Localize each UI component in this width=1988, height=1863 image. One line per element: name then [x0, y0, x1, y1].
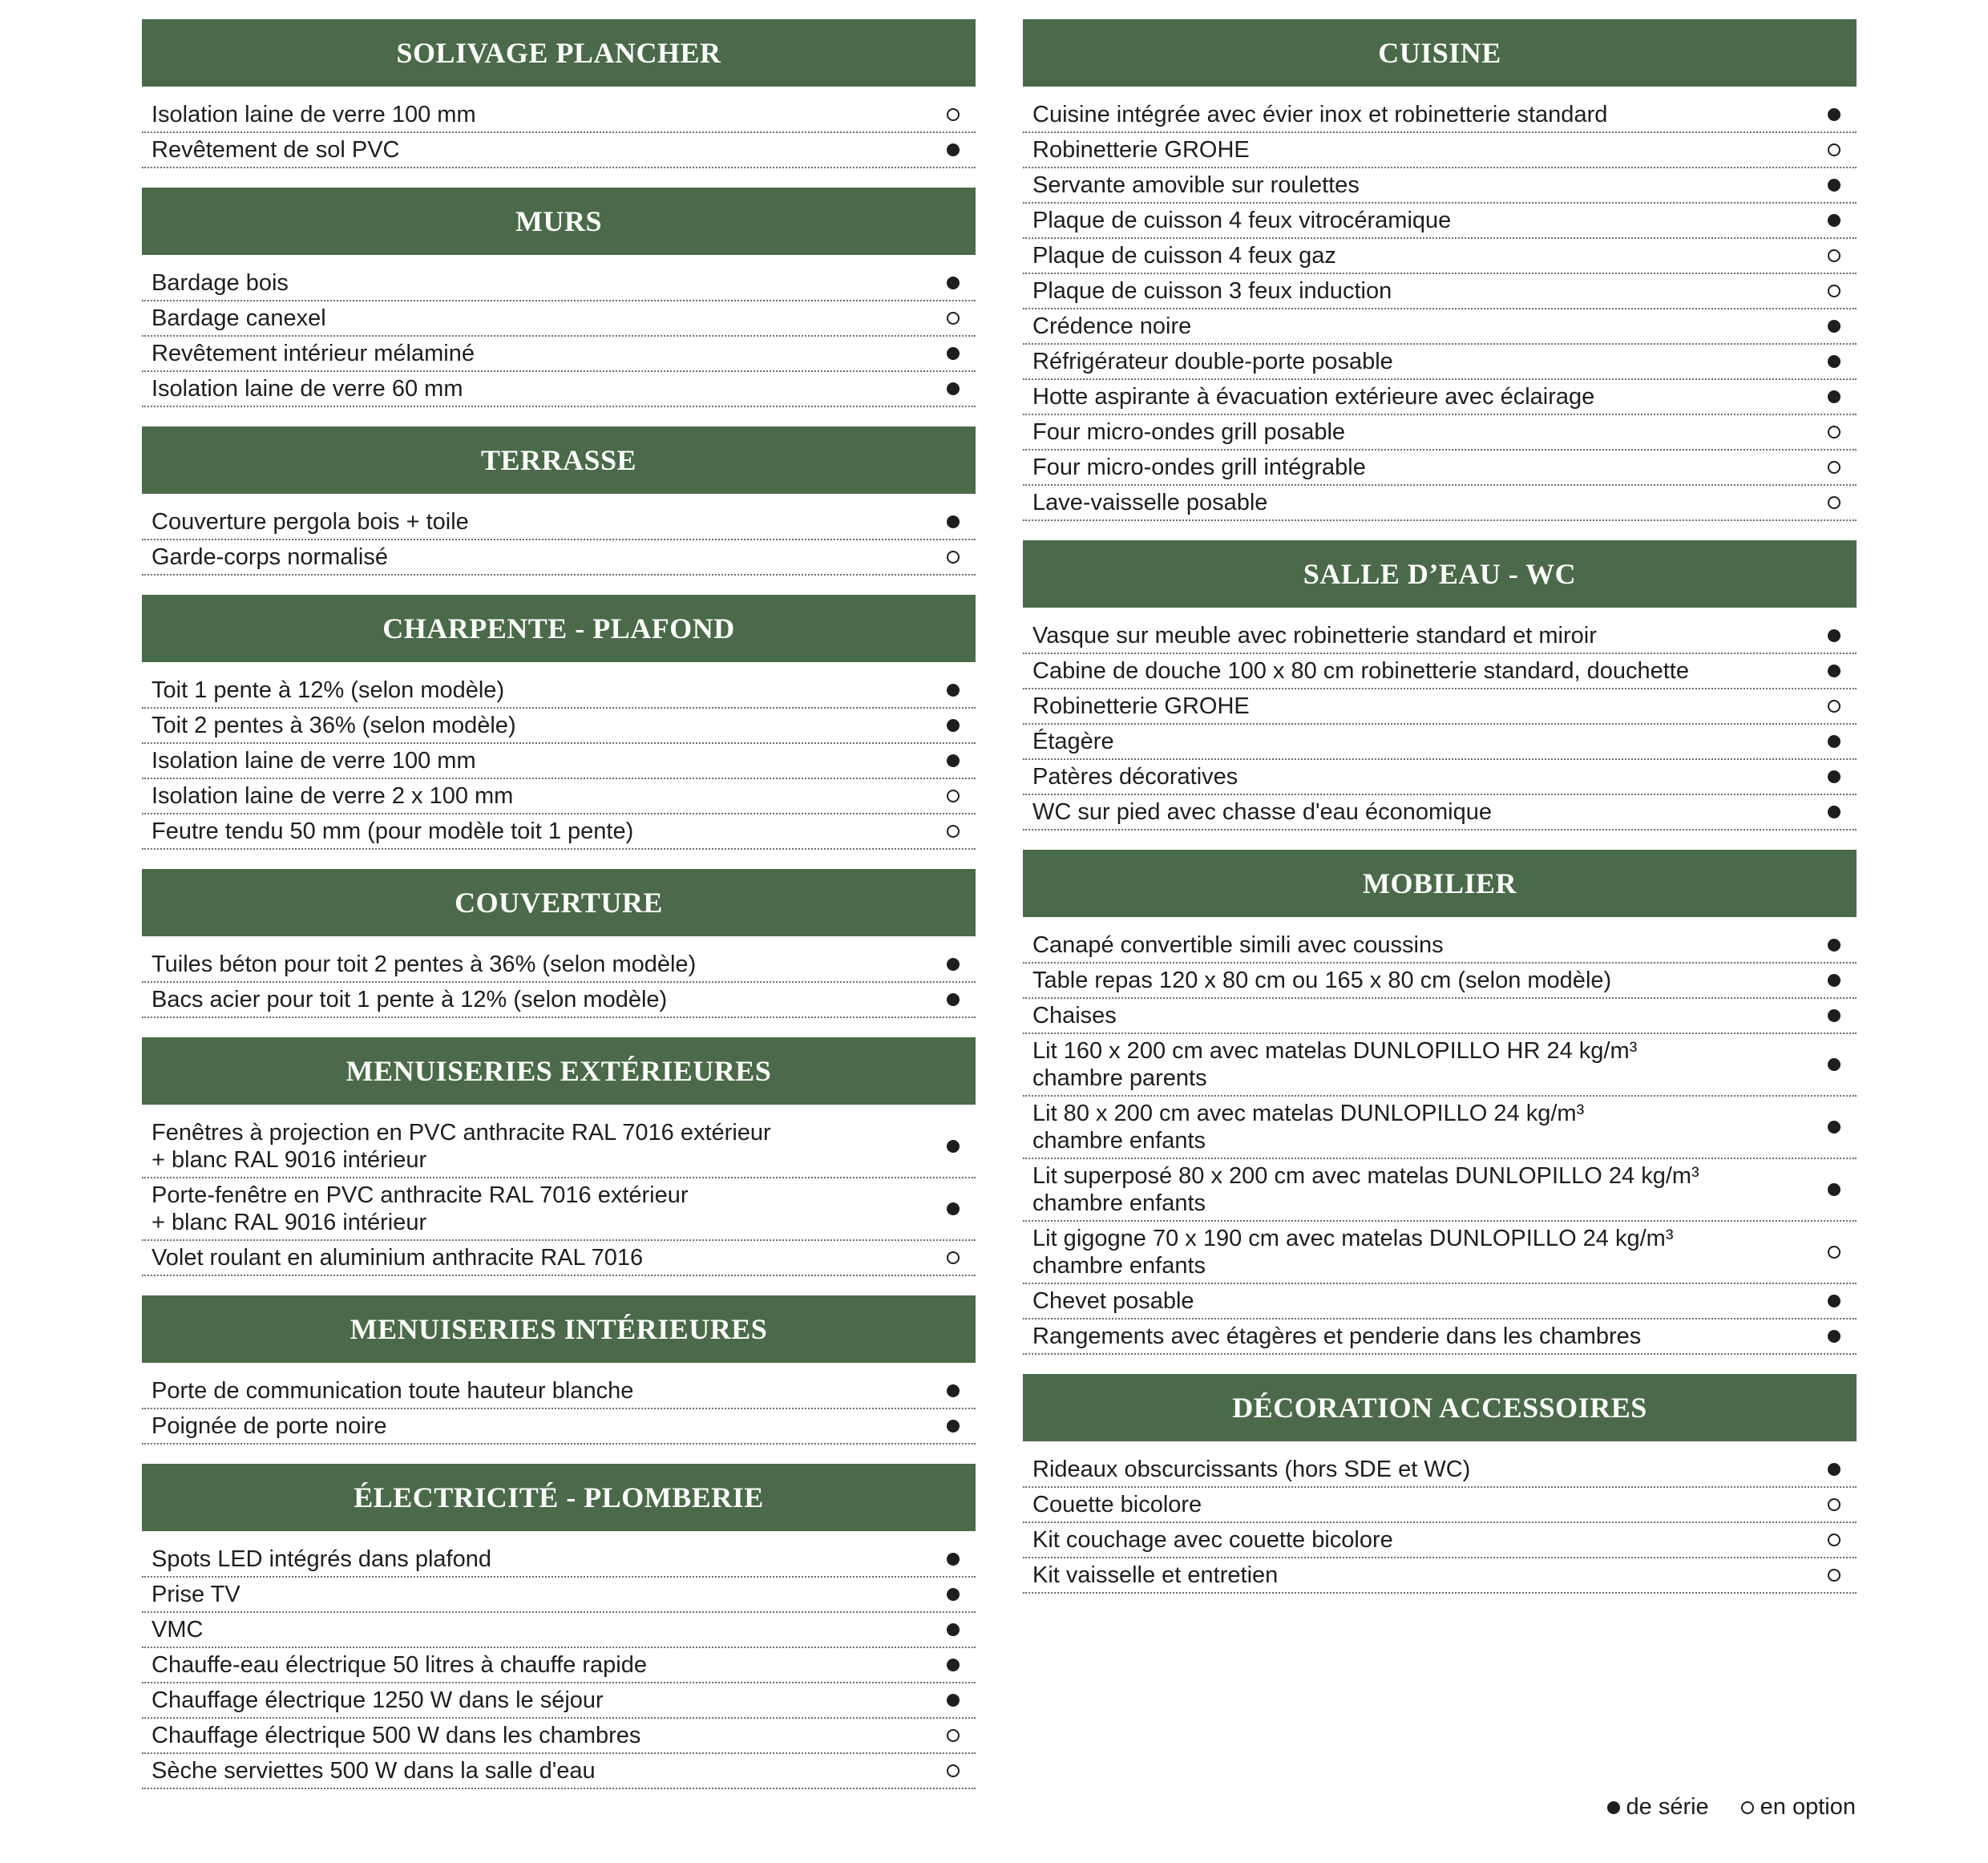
filled-dot-icon	[947, 277, 960, 289]
filled-dot-icon	[1828, 214, 1841, 227]
item-label: Garde-corps normalisé	[152, 544, 388, 570]
section-solivage-plancher	[142, 19, 976, 168]
item-text	[152, 1651, 647, 1679]
list-item	[1023, 98, 1857, 133]
item-text	[152, 1377, 633, 1404]
item-label: Cabine de douche 100 x 80 cm robinetterie standard, douchette	[1032, 658, 1689, 684]
list-item	[142, 372, 976, 407]
item-label: Prise TV	[152, 1582, 240, 1607]
list-item	[1023, 380, 1857, 415]
filled-dot-icon	[1828, 665, 1841, 677]
list-item	[142, 779, 976, 814]
filled-dot-icon	[1828, 939, 1841, 952]
legend-option-label: en option	[1760, 1794, 1856, 1820]
item-text	[152, 747, 476, 774]
list-item	[142, 1683, 976, 1719]
item-label: Bardage bois	[152, 270, 289, 296]
item-label-line2: + blanc RAL 9016 intérieur	[152, 1147, 427, 1173]
filled-dot-icon	[1828, 1295, 1841, 1307]
list-item	[1023, 345, 1857, 380]
item-text	[1032, 101, 1607, 128]
item-label: Patères décoratives	[1032, 764, 1238, 790]
section-terrasse	[142, 426, 976, 576]
list-item	[1023, 133, 1857, 168]
item-label: Fenêtres à projection en PVC anthracite RAL 7016 extérieur	[152, 1120, 771, 1146]
filled-dot-icon	[947, 958, 960, 971]
item-label: Isolation laine de verre 60 mm	[152, 376, 463, 402]
legend-standard-label: de série	[1626, 1794, 1709, 1820]
item-label: Couette bicolore	[1032, 1492, 1202, 1517]
item-text	[152, 340, 475, 367]
item-text	[1032, 418, 1345, 446]
item-text	[1032, 1037, 1637, 1092]
item-list	[142, 1542, 976, 1789]
item-list	[1023, 98, 1857, 521]
hollow-dot-icon	[1828, 1246, 1841, 1259]
section-header: CUISINE	[1023, 19, 1857, 87]
item-text	[152, 1722, 640, 1749]
item-text	[1032, 1100, 1584, 1154]
item-text	[1032, 242, 1336, 269]
list-item	[142, 1719, 976, 1754]
item-text	[1032, 1287, 1194, 1315]
hollow-dot-icon	[947, 312, 960, 325]
item-label: Kit couchage avec couette bicolore	[1032, 1527, 1393, 1553]
section-electricite-plomberie	[142, 1464, 976, 1789]
item-text	[152, 305, 326, 332]
section-couverture	[142, 869, 976, 1018]
filled-dot-icon	[947, 1588, 960, 1601]
item-label: Plaque de cuisson 3 feux induction	[1032, 278, 1392, 304]
list-item	[142, 948, 976, 983]
section-charpente-plafond	[142, 595, 976, 850]
list-item	[142, 1116, 976, 1178]
item-text	[1032, 657, 1689, 685]
list-item	[1023, 486, 1857, 521]
hollow-dot-icon	[1828, 1498, 1841, 1511]
filled-dot-icon	[1828, 806, 1841, 818]
hollow-dot-icon	[947, 1729, 960, 1742]
item-list	[142, 948, 976, 1018]
list-item	[142, 1409, 976, 1445]
item-list	[142, 1116, 976, 1276]
item-label: Crédence noire	[1032, 313, 1192, 339]
item-text	[152, 1119, 771, 1174]
item-text	[152, 269, 289, 297]
hollow-dot-icon	[1741, 1801, 1754, 1814]
item-label: Lit 160 x 200 cm avec matelas DUNLOPILLO HR 24 kg/m³	[1032, 1038, 1638, 1064]
item-label: Chauffage électrique 500 W dans les chambres	[152, 1723, 641, 1748]
filled-dot-icon	[947, 1659, 960, 1671]
item-label: Bardage canexel	[152, 305, 326, 331]
item-label: Lit superposé 80 x 200 cm avec matelas DUNLOPILLO 24 kg/m³	[1032, 1163, 1699, 1189]
hollow-dot-icon	[1828, 1534, 1841, 1546]
list-item	[1023, 1488, 1857, 1523]
right-column	[1023, 19, 1857, 1613]
item-text	[1032, 348, 1393, 375]
item-label: Poignée de porte noire	[152, 1413, 387, 1439]
section-header: TERRASSE	[142, 426, 976, 494]
list-item	[142, 1542, 976, 1578]
item-text	[152, 136, 399, 164]
list-item	[142, 266, 976, 301]
item-text	[1032, 1491, 1202, 1518]
section-murs	[142, 188, 976, 407]
filled-dot-icon	[1828, 1330, 1841, 1343]
item-text	[152, 1616, 203, 1643]
left-column	[142, 19, 976, 1808]
filled-dot-icon	[947, 1420, 960, 1433]
section-header: DÉCORATION ACCESSOIRES	[1023, 1374, 1857, 1441]
item-text	[1032, 967, 1611, 994]
item-label: Sèche serviettes 500 W dans la salle d'eau	[152, 1758, 596, 1784]
section-header: MENUISERIES INTÉRIEURES	[142, 1295, 976, 1363]
item-text	[1032, 313, 1191, 340]
section-header: MENUISERIES EXTÉRIEURES	[142, 1037, 976, 1105]
item-label-line2: + blanc RAL 9016 intérieur	[152, 1210, 427, 1235]
item-label: Chauffe-eau électrique 50 litres à chauffe rapide	[152, 1652, 648, 1678]
hollow-dot-icon	[1828, 426, 1841, 438]
section-header: ÉLECTRICITÉ - PLOMBERIE	[142, 1464, 976, 1531]
item-text	[152, 1546, 491, 1573]
item-label: Spots LED intégrés dans plafond	[152, 1546, 491, 1572]
item-label: Porte de communication toute hauteur blanche	[152, 1378, 634, 1404]
list-item	[1023, 204, 1857, 239]
item-text	[152, 986, 667, 1013]
section-menuiseries-exterieures	[142, 1037, 976, 1276]
item-text	[152, 1687, 604, 1714]
list-item	[1023, 415, 1857, 451]
section-header: MOBILIER	[1023, 850, 1857, 917]
item-label: Four micro-ondes grill posable	[1032, 419, 1346, 445]
item-text	[1032, 728, 1114, 755]
legend-standard	[1607, 1794, 1709, 1821]
hollow-dot-icon	[947, 1764, 960, 1777]
list-item	[142, 1178, 976, 1241]
hollow-dot-icon	[1828, 249, 1841, 262]
item-label: Tuiles béton pour toit 2 pentes à 36% (selon modèle)	[152, 952, 697, 977]
filled-dot-icon	[1828, 1121, 1841, 1134]
list-item	[142, 1374, 976, 1409]
item-text	[1032, 172, 1360, 199]
filled-dot-icon	[947, 382, 960, 395]
list-item	[1023, 654, 1857, 689]
item-text	[152, 101, 476, 128]
item-text	[1032, 693, 1250, 720]
item-list	[142, 266, 976, 407]
list-item	[1023, 1453, 1857, 1488]
section-cuisine	[1023, 19, 1857, 521]
legend	[1575, 1794, 1857, 1821]
list-item	[142, 1578, 976, 1613]
filled-dot-icon	[1828, 735, 1841, 748]
item-text	[152, 375, 463, 402]
filled-dot-icon	[947, 719, 960, 732]
item-text	[1032, 1456, 1470, 1483]
filled-dot-icon	[1828, 108, 1841, 121]
filled-dot-icon	[1828, 320, 1841, 333]
filled-dot-icon	[1828, 390, 1841, 403]
filled-dot-icon	[1828, 974, 1841, 987]
filled-dot-icon	[1828, 179, 1841, 192]
list-item	[142, 337, 976, 372]
list-item	[142, 301, 976, 337]
list-item	[142, 1754, 976, 1789]
item-text	[1032, 763, 1238, 790]
filled-dot-icon	[1828, 1463, 1841, 1476]
filled-dot-icon	[947, 1694, 960, 1707]
item-label: Lit 80 x 200 cm avec matelas DUNLOPILLO 24 kg/m³	[1032, 1101, 1585, 1126]
filled-dot-icon	[947, 1384, 960, 1397]
item-label-line2: chambre enfants	[1032, 1253, 1206, 1279]
filled-dot-icon	[947, 1202, 960, 1215]
item-text	[152, 1757, 596, 1784]
item-label: Bacs acier pour toit 1 pente à 12% (selon modèle)	[152, 987, 668, 1012]
item-text	[152, 677, 504, 704]
item-text	[152, 818, 633, 845]
list-item	[1023, 964, 1857, 999]
list-item	[142, 814, 976, 850]
list-item	[142, 505, 976, 540]
list-item	[142, 98, 976, 133]
list-item	[142, 744, 976, 779]
list-item	[1023, 795, 1857, 830]
hollow-dot-icon	[1828, 700, 1841, 713]
item-label: Isolation laine de verre 2 x 100 mm	[152, 783, 514, 809]
list-item	[1023, 999, 1857, 1034]
filled-dot-icon	[947, 1553, 960, 1566]
item-label: Cuisine intégrée avec évier inox et robinetterie standard	[1032, 102, 1608, 127]
item-text	[1032, 798, 1492, 826]
list-item	[1023, 1034, 1857, 1097]
item-label: Lit gigogne 70 x 190 cm avec matelas DUNLOPILLO 24 kg/m³	[1032, 1226, 1674, 1251]
filled-dot-icon	[947, 1140, 960, 1153]
item-label-line2: chambre enfants	[1032, 1128, 1206, 1154]
hollow-dot-icon	[947, 108, 960, 121]
section-header: MURS	[142, 188, 976, 255]
section-menuiseries-interieures	[142, 1295, 976, 1445]
item-text	[1032, 136, 1250, 164]
item-label: Servante amovible sur roulettes	[1032, 172, 1360, 198]
item-text	[1032, 1225, 1674, 1279]
item-label: Rideaux obscurcissants (hors SDE et WC)	[1032, 1457, 1471, 1482]
item-label: Kit vaisselle et entretien	[1032, 1562, 1279, 1588]
list-item	[1023, 619, 1857, 654]
list-item	[1023, 239, 1857, 274]
item-text	[152, 1581, 240, 1608]
item-text	[152, 508, 469, 535]
item-text	[152, 1412, 386, 1440]
item-list	[1023, 928, 1857, 1355]
item-text	[1032, 1526, 1393, 1554]
section-header: SOLIVAGE PLANCHER	[142, 19, 976, 87]
hollow-dot-icon	[947, 825, 960, 838]
item-label: Hotte aspirante à évacuation extérieure avec éclairage	[1032, 384, 1595, 410]
item-label: Rangements avec étagères et penderie dans les chambres	[1032, 1323, 1642, 1349]
list-item	[1023, 1319, 1857, 1355]
filled-dot-icon	[1828, 770, 1841, 783]
hollow-dot-icon	[947, 790, 960, 802]
legend-option	[1741, 1794, 1856, 1821]
list-item	[1023, 689, 1857, 725]
item-text	[152, 951, 696, 978]
item-label: Vasque sur meuble avec robinetterie standard et miroir	[1032, 623, 1597, 649]
hollow-dot-icon	[1828, 496, 1841, 509]
filled-dot-icon	[1828, 1183, 1841, 1196]
item-text	[1032, 1162, 1699, 1217]
item-label: Porte-fenêtre en PVC anthracite RAL 7016 extérieur	[152, 1182, 689, 1208]
list-item	[142, 709, 976, 744]
list-item	[142, 1613, 976, 1648]
item-label: Isolation laine de verre 100 mm	[152, 102, 476, 127]
filled-dot-icon	[1828, 629, 1841, 642]
item-text	[1032, 1562, 1278, 1589]
item-label: WC sur pied avec chasse d'eau économique	[1032, 799, 1492, 825]
list-item	[1023, 928, 1857, 964]
filled-dot-icon	[947, 754, 960, 767]
section-decoration-accessoires	[1023, 1374, 1857, 1594]
item-text	[1032, 1323, 1641, 1350]
list-item	[142, 673, 976, 709]
item-list	[1023, 1453, 1857, 1594]
item-text	[1032, 383, 1594, 410]
item-text	[1032, 489, 1267, 516]
filled-dot-icon	[1607, 1801, 1620, 1814]
section-salle-d-eau-wc	[1023, 540, 1857, 830]
hollow-dot-icon	[1828, 1569, 1841, 1582]
item-label: Lave-vaisselle posable	[1032, 490, 1268, 515]
list-item	[1023, 1558, 1857, 1594]
item-label: Volet roulant en aluminium anthracite RAL 7016	[152, 1245, 644, 1271]
item-label-line2: chambre enfants	[1032, 1190, 1206, 1216]
list-item	[142, 983, 976, 1018]
item-list	[142, 1374, 976, 1445]
list-item	[1023, 451, 1857, 486]
filled-dot-icon	[947, 993, 960, 1006]
item-label: Isolation laine de verre 100 mm	[152, 748, 476, 774]
item-label: Revêtement de sol PVC	[152, 137, 400, 163]
item-label: Couverture pergola bois + toile	[152, 509, 469, 535]
list-item	[1023, 309, 1857, 345]
hollow-dot-icon	[1828, 143, 1841, 156]
list-item	[1023, 1523, 1857, 1558]
item-label: Revêtement intérieur mélaminé	[152, 341, 475, 366]
item-list	[1023, 619, 1857, 830]
filled-dot-icon	[947, 684, 960, 697]
item-text	[152, 1182, 689, 1236]
filled-dot-icon	[947, 1623, 960, 1636]
list-item	[1023, 168, 1857, 204]
list-item	[1023, 725, 1857, 760]
list-item	[1023, 1097, 1857, 1159]
list-item	[1023, 1222, 1857, 1284]
item-text	[152, 1244, 643, 1271]
item-label: Plaque de cuisson 4 feux gaz	[1032, 243, 1336, 269]
section-header: COUVERTURE	[142, 869, 976, 936]
item-label: Robinetterie GROHE	[1032, 137, 1250, 163]
list-item	[142, 1241, 976, 1276]
section-mobilier	[1023, 850, 1857, 1355]
item-label: Four micro-ondes grill intégrable	[1032, 455, 1366, 480]
item-label: Chaises	[1032, 1003, 1117, 1028]
item-label: Réfrigérateur double-porte posable	[1032, 349, 1393, 374]
filled-dot-icon	[1828, 1009, 1841, 1022]
filled-dot-icon	[947, 515, 960, 528]
item-text	[1032, 454, 1366, 481]
item-list	[142, 98, 976, 168]
item-label: Table repas 120 x 80 cm ou 165 x 80 cm (selon modèle)	[1032, 968, 1612, 993]
item-label: Chauffage électrique 1250 W dans le séjour	[152, 1687, 604, 1713]
filled-dot-icon	[1828, 1058, 1841, 1071]
item-label: Robinetterie GROHE	[1032, 693, 1250, 719]
item-label: Chevet posable	[1032, 1288, 1194, 1314]
list-item	[1023, 760, 1857, 795]
item-label: Canapé convertible simili avec coussins	[1032, 932, 1444, 958]
item-label: VMC	[152, 1617, 204, 1643]
item-text	[1032, 207, 1451, 234]
item-text	[1032, 1002, 1117, 1029]
hollow-dot-icon	[947, 551, 960, 564]
section-header: SALLE D’EAU - WC	[1023, 540, 1857, 608]
item-label: Toit 2 pentes à 36% (selon modèle)	[152, 713, 516, 738]
list-item	[142, 133, 976, 168]
list-item	[1023, 274, 1857, 309]
filled-dot-icon	[947, 347, 960, 360]
list-item	[1023, 1284, 1857, 1319]
item-list	[142, 673, 976, 850]
item-label: Étagère	[1032, 729, 1114, 754]
item-text	[1032, 277, 1392, 305]
hollow-dot-icon	[947, 1251, 960, 1264]
list-item	[142, 1648, 976, 1683]
item-label: Plaque de cuisson 4 feux vitrocéramique	[1032, 208, 1452, 233]
item-text	[152, 712, 516, 739]
item-text	[152, 782, 513, 810]
item-list	[142, 505, 976, 576]
item-text	[1032, 622, 1597, 649]
list-item	[1023, 1159, 1857, 1222]
item-label: Toit 1 pente à 12% (selon modèle)	[152, 677, 505, 703]
filled-dot-icon	[1828, 355, 1841, 368]
list-item	[142, 540, 976, 576]
item-label-line2: chambre parents	[1032, 1065, 1207, 1091]
item-label: Feutre tendu 50 mm (pour modèle toit 1 pente)	[152, 818, 634, 844]
filled-dot-icon	[947, 143, 960, 156]
hollow-dot-icon	[1828, 285, 1841, 297]
section-header: CHARPENTE - PLAFOND	[142, 595, 976, 662]
hollow-dot-icon	[1828, 461, 1841, 474]
item-text	[1032, 932, 1444, 959]
item-text	[152, 544, 388, 571]
